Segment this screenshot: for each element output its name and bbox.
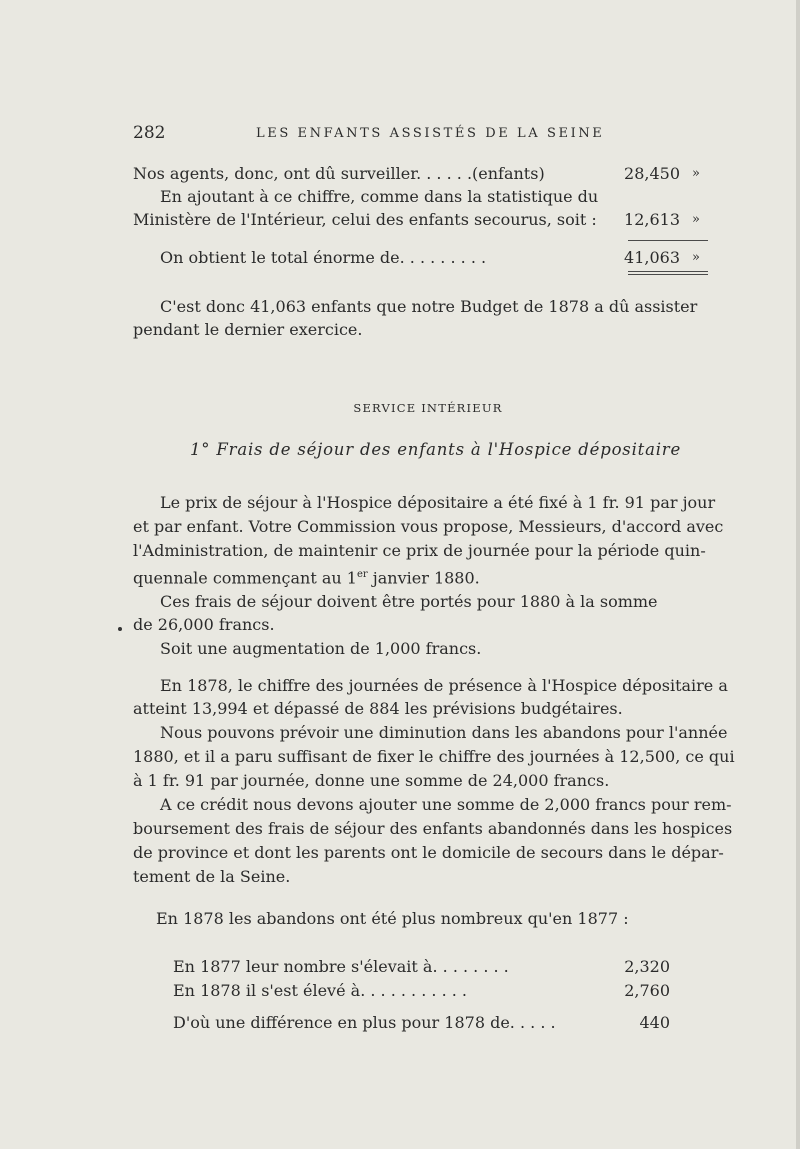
paragraph-credit-line3: de province et dont les parents ont le domicile de secours dans le dépar- <box>133 843 724 862</box>
table-row-secourus-value: 12,613 <box>624 210 680 229</box>
paragraph-prix-line3: l'Administration, de maintenir ce prix de journée pour la période quin- <box>133 541 706 560</box>
table-row-agents-value: 28,450 <box>624 164 680 183</box>
total-double-rule-bottom <box>628 274 708 275</box>
table-row-secourus-line2: Ministère de l'Intérieur, celui des enfants secourus, soit : <box>133 210 597 229</box>
paragraph-credit-line2: boursement des frais de séjour des enfants abandonnés dans les hospices <box>133 819 733 838</box>
table-row-1878-text: En 1878 il s'est élevé à. . . . . . . . . . . <box>173 981 467 1000</box>
table-row-1877-value: 2,320 <box>624 957 670 976</box>
paragraph-prix-line2: et par enfant. Votre Commission vous propose, Messieurs, d'accord avec <box>133 517 724 536</box>
margin-dot <box>118 627 122 631</box>
paragraph-1878-line1: En 1878, le chiffre des journées de présence à l'Hospice dépositaire a <box>160 676 728 695</box>
table-row-total-value: 41,063 <box>624 248 680 267</box>
paragraph-prix-line4: quennale commençant au 1er janvier 1880. <box>133 568 480 588</box>
section-heading: SERVICE INTÉRIEUR <box>353 401 503 415</box>
page-edge-shadow <box>796 0 800 1149</box>
total-double-rule-top <box>628 271 708 272</box>
table-row-total-text: On obtient le total énorme de. . . . . . . . . <box>160 248 487 267</box>
running-title: LES ENFANTS ASSISTÉS DE LA SEINE <box>256 126 605 141</box>
table-row-agents-text: Nos agents, donc, ont dû surveiller. . . . . .(enfants) <box>133 164 545 183</box>
table-row-1877-text: En 1877 leur nombre s'élevait à. . . . . . . . <box>173 957 509 976</box>
table-row-difference-text: D'où une différence en plus pour 1878 de. . . . . <box>173 1013 556 1032</box>
table-row-secourus-line1: En ajoutant à ce chiffre, comme dans la statistique du <box>160 187 599 206</box>
paragraph-prevoir-line1: Nous pouvons prévoir une diminution dans les abandons pour l'année <box>160 723 728 742</box>
sum-rule <box>628 240 708 241</box>
page-number: 282 <box>133 123 166 143</box>
subsection-heading: 1° Frais de séjour des enfants à l'Hospice dépositaire <box>190 440 682 459</box>
paragraph-frais-line1: Ces frais de séjour doivent être portés pour 1880 à la somme <box>160 592 658 611</box>
paragraph-credit-line1: A ce crédit nous devons ajouter une somme de 2,000 francs pour rem- <box>160 795 732 814</box>
paragraph-abandons: En 1878 les abandons ont été plus nombreux qu'en 1877 : <box>156 909 629 928</box>
paragraph-total-line2: pendant le dernier exercice. <box>133 320 363 339</box>
paragraph-1878-line2: atteint 13,994 et dépassé de 884 les prévisions budgétaires. <box>133 699 623 718</box>
paragraph-total-line1: C'est donc 41,063 enfants que notre Budget de 1878 a dû assister <box>160 297 698 316</box>
table-row-1878-value: 2,760 <box>624 981 670 1000</box>
table-row-agents-mark: » <box>692 166 700 181</box>
table-row-difference-value: 440 <box>639 1013 670 1032</box>
paragraph-frais-line2: de 26,000 francs. <box>133 615 275 634</box>
paragraph-credit-line4: tement de la Seine. <box>133 867 291 886</box>
table-row-secourus-mark: » <box>692 212 700 227</box>
paragraph-prevoir-line2: 1880, et il a paru suffisant de fixer le chiffre des journées à 12,500, ce qui <box>133 747 735 766</box>
table-row-total-mark: » <box>692 250 700 265</box>
paragraph-prevoir-line3: à 1 fr. 91 par journée, donne une somme de 24,000 francs. <box>133 771 610 790</box>
paragraph-augmentation: Soit une augmentation de 1,000 francs. <box>160 639 482 658</box>
paragraph-prix-line1: Le prix de séjour à l'Hospice dépositaire a été fixé à 1 fr. 91 par jour <box>160 493 716 512</box>
